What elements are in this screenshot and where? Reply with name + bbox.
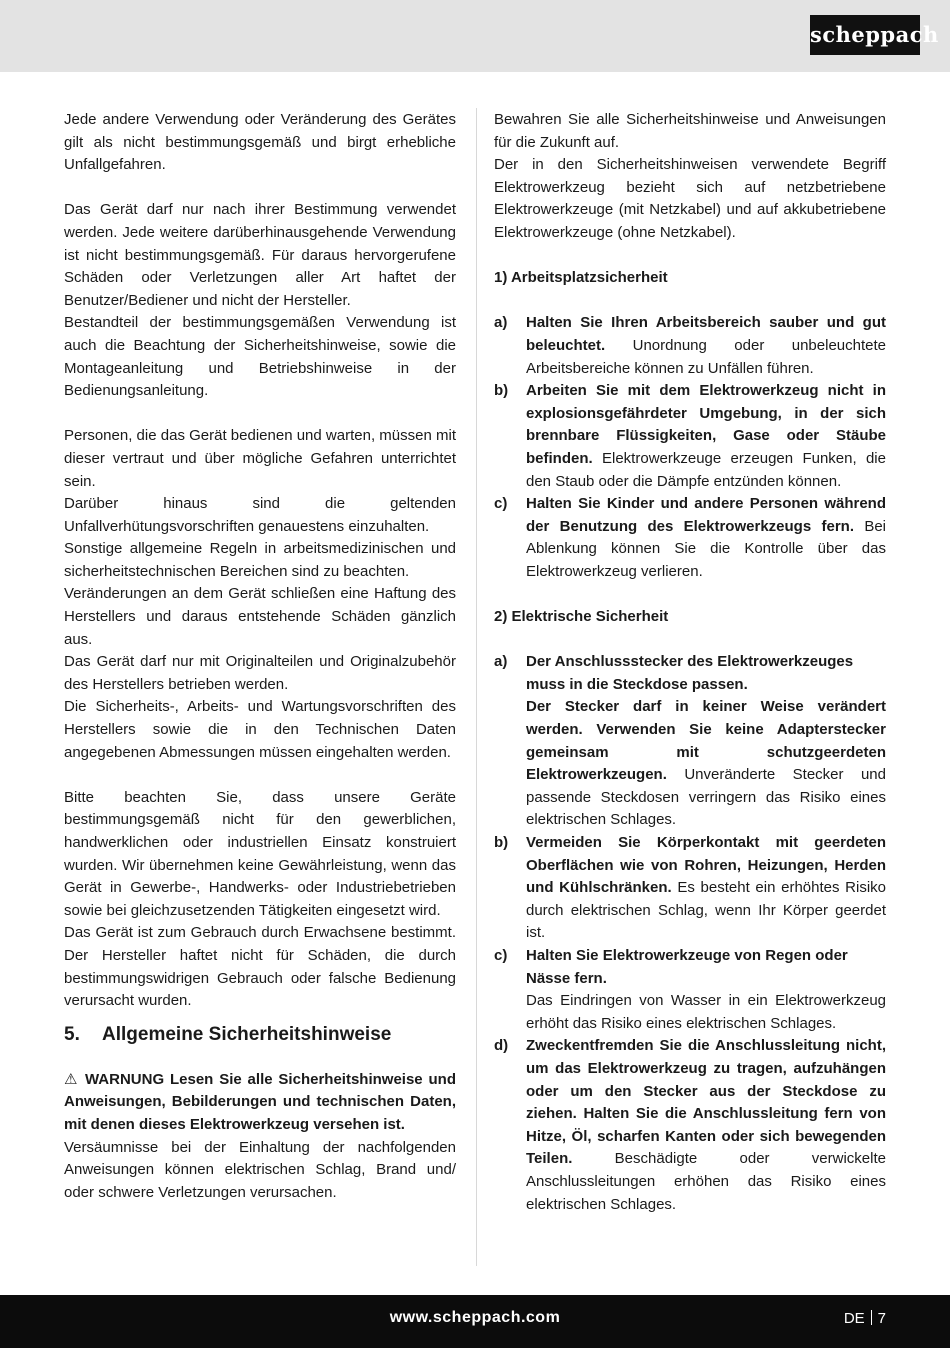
item-bold-text: Halten Sie Elektrowerkzeuge von Regen oder Nässe fern. xyxy=(526,946,848,987)
item-text: Es besteht ein erhöhtes Risiko durch elektrischen Schlag, wenn Ihr Körper geerdet ist. xyxy=(526,879,887,942)
list-item xyxy=(494,832,886,945)
item-text: Elektrowerkzeuge erzeugen Funken, die den Staub oder die Dämpfe entzünden können. xyxy=(526,449,886,490)
subsection-heading: 2) Elektrische Sicherheit xyxy=(494,608,669,626)
column-divider xyxy=(476,108,477,1266)
item-label: c) xyxy=(494,946,508,964)
warning-statement: ⚠ WARNUNG Lesen Sie alle Sicherheitshinweise und Anweisungen, Bebilderungen und technischen Daten, mit denen dieses Elektrowerkzeug versehen ist. xyxy=(64,1070,456,1133)
left-column xyxy=(64,109,456,1204)
header-bar xyxy=(0,0,950,72)
list-item xyxy=(494,1035,886,1216)
paragraph: Bitte beachten Sie, dass unsere Geräte bestimmungsgemäß nicht für den gewerblichen, handwerklichen oder industriellen Einsatz konstruiert wurden. Wir übernehmen keine Gewährleistung, wenn das Gerät in Gewerbe-, Handwerks- oder Industriebetrieben sowie bei gleichzusetzenden Tätigkeiten eingesetzt wird. xyxy=(64,788,456,919)
item-text: Unveränderte Stecker und passende Steckdosen verringern das Risiko eines elektrischen Schlages. xyxy=(526,766,886,829)
item-bold-text: Zweckentfremden Sie die Anschlussleitung nicht, um das Elektrowerkzeug zu tragen, aufzuhängen oder um den Stecker aus der Steckdose zu ziehen. Halten Sie die Anschlussleitung fern von Hitze, Öl, scharfen Kanten oder sich bewegenden Teilen. xyxy=(526,1037,886,1168)
item-label: b) xyxy=(494,382,509,400)
paragraph: Jede andere Verwendung oder Veränderung des Gerätes gilt als nicht bestimmungsgemäß und birgt erhebliche Unfallgefahren. xyxy=(64,111,456,174)
paragraph: Versäumnisse bei der Einhaltung der nachfolgenden Anweisungen können elektrischen Schlag, Brand und/ oder schwere Verletzungen verursachen. xyxy=(64,1138,456,1201)
paragraph: Das Gerät darf nur mit Originalteilen und Originalzubehör des Herstellers betrieben werden. xyxy=(64,653,456,693)
list-item xyxy=(494,651,886,832)
paragraph: Der in den Sicherheitshinweisen verwendete Begriff Elektrowerkzeug bezieht sich auf netzbetriebene Elektrowerkzeuge (mit Netzkabel) und auf akkubetriebene Elektrowerkzeuge (ohne Netzkabel). xyxy=(494,156,886,241)
language-code: DE xyxy=(843,1310,865,1327)
list-item xyxy=(494,312,886,380)
section-number: 5. xyxy=(64,1023,80,1045)
paragraph: Sonstige allgemeine Regeln in arbeitsmedizinischen und sicherheitstechnischen Bereichen sind zu beachten. xyxy=(64,540,456,580)
website-url: www.scheppach.com xyxy=(389,1309,561,1326)
paragraph: Veränderungen an dem Gerät schließen eine Haftung des Herstellers und daraus entstehende Schäden gänzlich aus. xyxy=(64,585,456,648)
subsection-heading: 1) Arbeitsplatzsicherheit xyxy=(494,269,668,287)
page-number: 7 xyxy=(877,1310,886,1327)
item-text: Das Eindringen von Wasser in ein Elektrowerkzeug erhöht das Risiko eines elektrischen Schlages. xyxy=(526,992,886,1032)
paragraph: Die Sicherheits-, Arbeits- und Wartungsvorschriften des Herstellers sowie die in den Technischen Daten angegebenen Abmessungen müssen eingehalten werden. xyxy=(64,698,456,761)
list-item xyxy=(494,380,886,493)
paragraph: Darüber hinaus sind die geltenden Unfallverhütungsvorschriften genauestens einzuhalten. xyxy=(64,495,456,535)
item-label: d) xyxy=(494,1037,509,1055)
item-label: c) xyxy=(494,495,508,513)
item-label: a) xyxy=(494,314,508,332)
section-title: Allgemeine Sicherheitshinweise xyxy=(102,1023,392,1045)
item-label: a) xyxy=(494,653,508,671)
item-bold-text: Vermeiden Sie Körperkontakt mit geerdeten Oberflächen wie von Rohren, Heizungen, Herden und Kühlschränken. xyxy=(526,834,886,897)
footer-bar xyxy=(0,1295,950,1348)
item-bold-text: Halten Sie Kinder und andere Personen während der Benutzung des Elektrowerkzeugs fern. xyxy=(526,495,886,535)
right-column xyxy=(494,109,886,1216)
list-item xyxy=(494,945,886,1035)
item-bold-text: Der Stecker darf in keiner Weise verändert werden. Verwenden Sie keine Adapterstecker gemeinsam mit schutzgeerdeten Elektrowerkzeugen. xyxy=(526,698,886,784)
item-text: Beschädigte oder verwickelte Anschlussleitungen erhöhen das Risiko eines elektrischen Schlages. xyxy=(526,1150,886,1213)
item-bold-text: Arbeiten Sie mit dem Elektrowerkzeug nicht in explosionsgefährdeter Umgebung, in der sich brennbare Flüssigkeiten, Gase oder Stäube befinden. xyxy=(526,382,886,467)
item-bold-text: Halten Sie Ihren Arbeitsbereich sauber und gut beleuchtet. xyxy=(526,314,886,354)
list-item xyxy=(494,493,886,583)
item-text: Bei Ablenkung können Sie die Kontrolle über das Elektrowerkzeug verlieren. xyxy=(526,517,886,580)
paragraph: Bewahren Sie alle Sicherheitshinweise und Anweisungen für die Zukunft auf. xyxy=(494,111,886,151)
paragraph: Das Gerät darf nur nach ihrer Bestimmung verwendet werden. Jede weitere darüberhinausgehende Verwendung ist nicht bestimmungsgemäß. Für daraus hervorgerufene Schäden oder Verletzungen aller Art haftet der Benutzer/Bediener und nicht der Hersteller. xyxy=(64,201,456,309)
item-text: Unordnung oder unbeleuchtete Arbeitsbereiche können zu Unfällen führen. xyxy=(526,336,886,377)
item-label: b) xyxy=(494,834,509,851)
paragraph: Personen, die das Gerät bedienen und warten, müssen mit dieser vertraut und über mögliche Gefahren unterrichtet sein. xyxy=(64,427,456,490)
brand-logo: scheppach xyxy=(810,15,920,55)
item-bold-text: Der Anschlussstecker des Elektrowerkzeuges muss in die Steckdose passen. xyxy=(526,653,854,693)
section-heading xyxy=(64,1023,456,1047)
paragraph: Bestandteil der bestimmungsgemäßen Verwendung ist auch die Beachtung der Sicherheitshinweise, sowie die Montageanleitung und Betriebshinweise in der Bedienungsanleitung. xyxy=(64,314,456,400)
page-indicator xyxy=(844,1310,886,1327)
paragraph: Das Gerät ist zum Gebrauch durch Erwachsene bestimmt. Der Hersteller haftet nicht für Schäden, die durch bestimmungswidrigen Gebrauch oder falsche Bedienung verursacht wurden. xyxy=(64,924,456,1010)
